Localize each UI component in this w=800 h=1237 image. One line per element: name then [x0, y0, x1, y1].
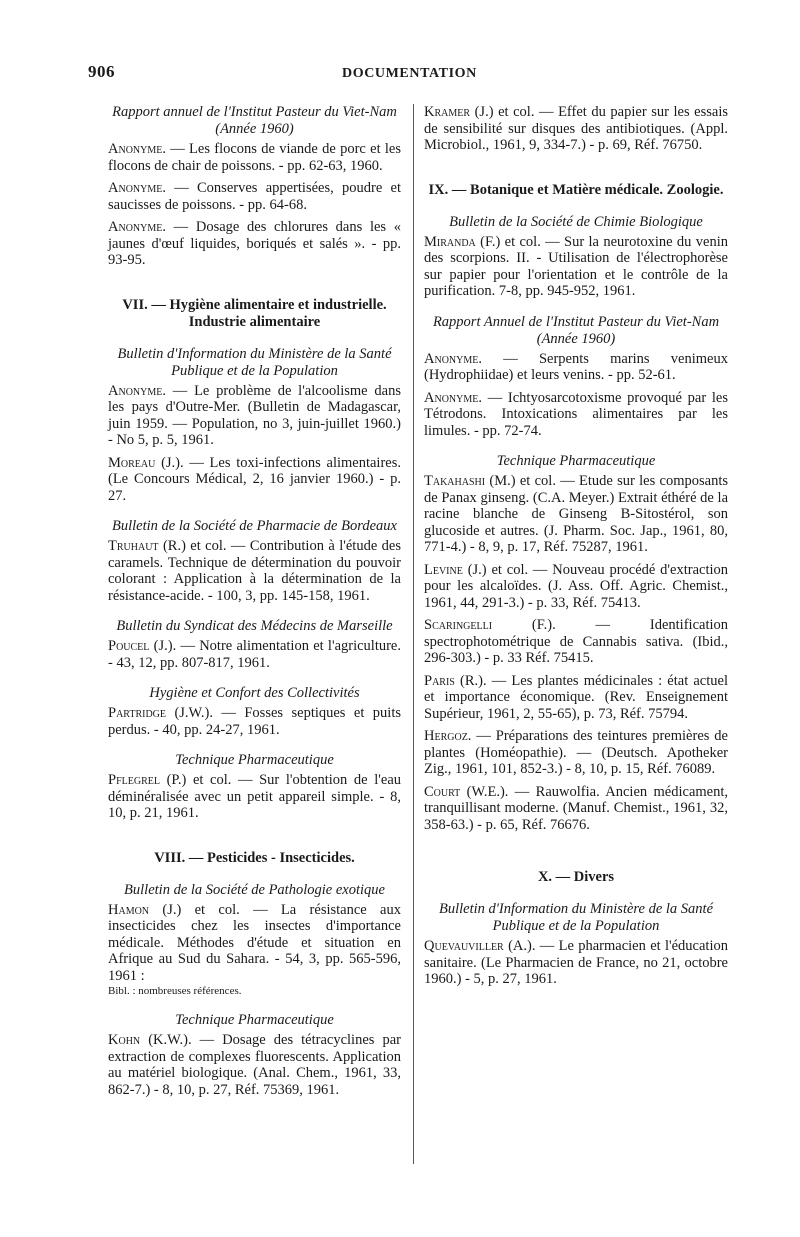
- bibliography-entry: [108, 383, 401, 449]
- bibliography-entry: [424, 104, 728, 154]
- bibliography-entry: [108, 180, 401, 213]
- left-column: [108, 104, 401, 1104]
- entry-text: — Dosage des chlorures dans les « jaunes d'œuf liquides, boriqués et salés ». - pp. 93-95.: [108, 219, 401, 268]
- entry-text: (P.) et col. — Sur l'obtention de l'eau déminéralisée avec un petit appareil simple. - 8, 10, p. 21, 1961.: [108, 772, 401, 821]
- source-title: Rapport annuel de l'Institut Pasteur du Viet-Nam (Année 1960): [112, 104, 397, 137]
- entry-text: (W.E.). — Rauwolfia. Ancien médicament, tranquillisant moderne. (Manuf. Chemist., 1961, 32, 358-63.) - p. 65, Réf. 76676.: [424, 783, 728, 833]
- entry-text: (J.) et col. — Nouveau procédé d'extraction pour les alcaloïdes. (J. Ass. Off. Agric. Chemist., 1961, 44, 291-3.) - p. 33, Réf. 75413.: [424, 561, 728, 611]
- entry-author: Poucel: [108, 638, 150, 654]
- entry-text: (A.). — Le pharmacien et l'éducation sanitaire. (Le Pharmacien de France, no 21, octobre 1960.) - 5, p. 27, 1961.: [424, 938, 728, 987]
- bibliography-entry: [108, 538, 401, 604]
- entry-author: Partridge: [108, 705, 167, 721]
- right-column: [424, 104, 728, 994]
- bibliography-entry: [108, 902, 401, 985]
- running-title: DOCUMENTATION: [342, 66, 477, 81]
- bibliography-entry: [108, 219, 401, 269]
- source-title: Technique Pharmaceutique: [175, 1012, 334, 1028]
- bibliography-entry: [424, 673, 728, 723]
- section-heading: VII. — Hygiène alimentaire et industrielle. Industrie alimentaire: [122, 296, 387, 330]
- bibliography-entry: [424, 234, 728, 300]
- entry-text: (J.) et col. — Effet du papier sur les essais de sensibilité sur disques des antibiotiques. (Appl. Microbiol., 1961, 9, 334-7.) - p. 69, Réf. 76750.: [424, 104, 728, 153]
- source-title: Bulletin de la Société de Chimie Biologique: [449, 213, 703, 230]
- entry-text: — Préparations des teintures premières de plantes (Homéopathie). — (Deutsch. Apotheker Zig., 1961, 101, 852-3.) - 8, 10, p. 15, Réf. 76089.: [424, 728, 728, 777]
- entry-text: (K.W.). — Dosage des tétracyclines par extraction de complexes fluorescents. Application au matériel biologique. (Anal. Chem., 1961, 33, 862-7.) - 8, 10, p. 27, Réf. 75369, 1961.: [108, 1032, 401, 1098]
- source-title: Bulletin de la Société de Pathologie exotique: [124, 881, 385, 898]
- bibliography-entry: [424, 617, 728, 667]
- entry-author: Anonyme.: [424, 350, 482, 367]
- entry-author: Anonyme.: [108, 180, 166, 196]
- entry-text: (R.) et col. — Contribution à l'étude des caramels. Technique de détermination du pouvoir colorant : Application à la détermination de la résistance-acide. - 100, 3, pp. 145-158, 1961.: [108, 538, 401, 604]
- entry-author: Hergoz.: [424, 728, 472, 744]
- bibliography-entry: [424, 728, 728, 778]
- source-title: Bulletin du Syndicat des Médecins de Marseille: [116, 618, 393, 634]
- entry-text: — Ichtyosarcotoxisme provoqué par les Tétrodons. Intoxications alimentaires par les limules. - pp. 72-74.: [424, 389, 728, 439]
- bibliography-entry: [108, 1032, 401, 1098]
- entry-text: (J.). — Les toxi-infections alimentaires. (Le Concours Médical, 2, 16 janvier 1960.) - p. 27.: [108, 454, 401, 504]
- source-title: Rapport Annuel de l'Institut Pasteur du Viet-Nam (Année 1960): [432, 313, 720, 347]
- entry-author: Moreau: [108, 454, 156, 471]
- bibliography-entry: [108, 705, 401, 738]
- entry-text: (J.) et col. — La résistance aux insecticides chez les insectes d'importance médicale. Méthodes d'étude et situation en Afrique au Sud du Sahara. - 54, 3, pp. 565-596, 1961 :: [108, 901, 401, 984]
- entry-author: Levine: [424, 561, 463, 578]
- entry-text: — Les flocons de viande de porc et les flocons de chair de poissons. - pp. 62-63, 1960.: [108, 141, 401, 174]
- entry-text: — Le problème de l'alcoolisme dans les pays d'Outre-Mer. (Bulletin de Madagascar, juin 1959. — Population, no 3, juin-juillet 1960.) - No 5, p. 5, 1961.: [108, 382, 401, 448]
- entry-text: (F.) et col. — Sur la neurotoxine du venin des scorpions. II. - Utilisation de l'électrophorèse sur papier pour l'orientation et le contrôle de la purification. 7-8, pp. 945-952, 1961.: [424, 233, 728, 299]
- bibliography-entry: [108, 638, 401, 671]
- entry-author: Anonyme.: [108, 382, 166, 399]
- entry-text: (F.). — Identification spectrophotométrique de Cannabis sativa. (Ibid., 296-303.) - p. 33 Réf. 75415.: [424, 617, 728, 666]
- source-title: Bulletin d'Information du Ministère de la Santé Publique et de la Population: [117, 345, 392, 379]
- entry-author: Anonyme.: [108, 141, 166, 157]
- bibliography-note: Bibl. : nombreuses références.: [108, 985, 242, 997]
- entry-author: Scaringelli: [424, 617, 493, 633]
- bibliography-entry: [424, 351, 728, 384]
- bibliography-entry: [424, 473, 728, 556]
- bibliography-entry: [424, 784, 728, 834]
- entry-text: (J.W.). — Fosses septiques et puits perdus. - 40, pp. 24-27, 1961.: [108, 705, 401, 738]
- entry-author: Anonyme.: [108, 219, 166, 235]
- source-title: Bulletin d'Information du Ministère de la Santé Publique et de la Population: [439, 901, 713, 934]
- entry-author: Takahashi: [424, 473, 486, 489]
- bibliography-entry: [424, 938, 728, 988]
- entry-author: Paris: [424, 672, 455, 689]
- column-divider: [413, 104, 414, 1164]
- bibliography-entry: [108, 141, 401, 174]
- source-title: Technique Pharmaceutique: [496, 453, 656, 469]
- source-title: Hygiène et Confort des Collectivités: [149, 685, 360, 701]
- entry-text: (M.) et col. — Etude sur les composants de Panax ginseng. (C.A. Meyer.) Extrait éthéré de la racine blanche de Ginseng B-Sitostérol, son glucoside et autres. (J. Pharm. Soc. Jap., 1961, 80, 771-4.) - 8, 9, p. 17, Réf. 75287, 1961.: [424, 473, 728, 555]
- entry-author: Hamon: [108, 901, 150, 918]
- entry-author: Pflegrel: [108, 772, 160, 788]
- section-heading: X. — Divers: [537, 869, 615, 885]
- entry-author: Truhaut: [108, 538, 159, 554]
- entry-author: Court: [424, 783, 461, 800]
- entry-text: (J.). — Notre alimentation et l'agriculture. - 43, 12, pp. 807-817, 1961.: [108, 638, 401, 671]
- section-heading: VIII. — Pesticides - Insecticides.: [154, 849, 355, 866]
- entry-author: Anonyme.: [424, 389, 482, 406]
- entry-author: Kramer: [424, 104, 471, 120]
- section-heading: IX. — Botanique et Matière médicale. Zoologie.: [428, 181, 724, 198]
- source-title: Technique Pharmaceutique: [175, 752, 334, 768]
- entry-text: (R.). — Les plantes médicinales : état actuel et importance économique. (Rev. Enseignement Supérieur, 1961, 2, 55-65), p. 73, Réf. 75794.: [424, 672, 728, 722]
- bibliography-entry: [108, 772, 401, 822]
- bibliography-entry: [108, 455, 401, 505]
- entry-author: Quevauviller: [424, 938, 504, 954]
- bibliography-entry: [424, 390, 728, 440]
- entry-text: — Serpents marins venimeux (Hydrophiidae) et leurs venins. - pp. 52-61.: [424, 350, 728, 383]
- entry-author: Miranda: [424, 233, 476, 250]
- page-number: 906: [88, 62, 115, 81]
- bibliography-entry: [424, 562, 728, 612]
- source-title: Bulletin de la Société de Pharmacie de Bordeaux: [112, 518, 397, 534]
- entry-text: — Conserves appertisées, poudre et saucisses de poissons. - pp. 64-68.: [108, 180, 401, 213]
- entry-author: Kohn: [108, 1032, 141, 1048]
